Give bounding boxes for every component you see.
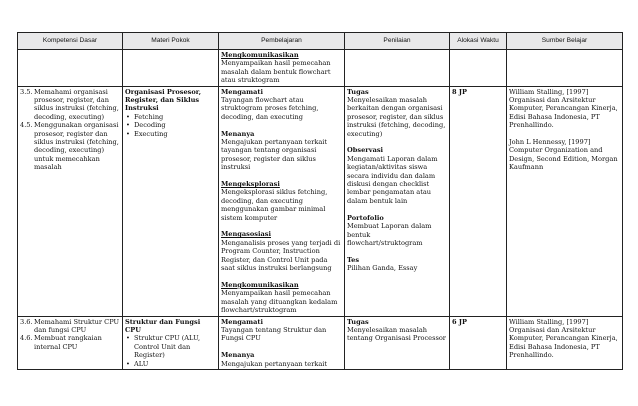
kd-list: [20, 318, 120, 352]
activity-title: Mengamati: [221, 317, 263, 326]
header-alokasi-waktu: Alokasi Waktu: [450, 33, 507, 50]
pembelajaran-cell: [219, 316, 345, 369]
syllabus-page: [17, 32, 622, 370]
assessment-text: Mengamati Laporan dalam kegiatan/aktivitas siswa secara individu dan dalam diskusi dengan checklist lembar pengamatan atau dalam bentuk lain: [347, 154, 438, 205]
assessment-title: Portofolio: [347, 213, 384, 222]
time-allocation: 8 JP: [452, 87, 467, 96]
sumber-cell: [507, 50, 623, 87]
materi-item: • Executing: [134, 130, 216, 138]
table-row: [18, 316, 623, 369]
materi-item: • ALU: [134, 360, 216, 368]
alokasi-cell: [450, 50, 507, 87]
activity-text: Menyampaikan hasil pemecahan masalah yang dituangkan kedalam flowchart/struktogram: [221, 289, 338, 315]
assessment-title: Observasi: [347, 146, 384, 155]
assessment-title: Tes: [347, 255, 360, 264]
materi-cell: [123, 86, 219, 316]
activity-title: Mengkomunikasikan: [221, 51, 299, 59]
activity-text: Menyampaikan hasil pemecahan masalah dalam bentuk flowchart atau struktogram: [221, 59, 331, 85]
alokasi-cell: [450, 316, 507, 369]
assessment-text: flowchart/struktogram: [347, 238, 423, 247]
header-sumber-belajar: Sumber Belajar: [507, 33, 623, 50]
kd-cell: [18, 50, 123, 87]
activity-title: Menanya: [221, 351, 255, 360]
kd-item: 4.5. Menggunakan organisasi prosesor, register dan siklus instruksi (fetching, decoding, executing) untuk memecahkan masalah: [20, 121, 119, 172]
activity-text: Tayangan tentang Struktur dan Fungsi CPU: [221, 325, 327, 343]
penilaian-cell: [345, 316, 450, 369]
assessment-text: Membuat Laporan dalam: [347, 222, 432, 231]
syllabus-table: [17, 32, 623, 370]
activity-title: Mengamati: [221, 87, 263, 96]
assessment-text: bentuk: [347, 230, 371, 239]
sumber-cell: [507, 86, 623, 316]
header-penilaian: Penilaian: [345, 33, 450, 50]
header-pembelajaran: Pembelajaran: [219, 33, 345, 50]
materi-item: • Struktur CPU (ALU, Control Unit dan Register): [134, 334, 216, 359]
kd-item: 3.5. Memahami organisasi prosesor, register, dan siklus instruksi (fetching, decoding, executing): [20, 87, 119, 121]
materi-title: Struktur dan Fungsi CPU: [125, 317, 201, 334]
pembelajaran-cell: [219, 86, 345, 316]
materi-cell: [123, 50, 219, 87]
sumber-cell: [507, 316, 623, 369]
table-row: [18, 50, 623, 87]
table-row: [18, 86, 623, 316]
activity-title: Menanya: [221, 129, 255, 138]
assessment-text: Pilihan Ganda, Essay: [347, 264, 418, 273]
activity-title: Mengeksplorasi: [221, 180, 280, 189]
kd-item: 3.6. Memahami Struktur CPU dan fungsi CPU: [20, 317, 120, 334]
header-kompetensi-dasar: Kompetensi Dasar: [18, 33, 123, 50]
activity-text: Mengeksplorasi siklus fetching, decoding, dan executing menggunakan gambar minimal sistem komputer: [221, 188, 328, 222]
materi-item: • Decoding: [134, 121, 216, 129]
assessment-title: Tugas: [347, 87, 369, 96]
materi-cell: [123, 316, 219, 369]
activity-text: Tayangan flowchart atau struktogram proses fetching, decoding, dan executing: [221, 96, 319, 121]
kd-list: [20, 88, 120, 172]
materi-title: Organisasi Prosesor, Register, dan Siklus Instruksi: [125, 87, 202, 113]
materi-list: [125, 113, 216, 138]
kd-cell: [18, 316, 123, 369]
penilaian-cell: [345, 50, 450, 87]
activity-text: Mengajukan pertanyaan terkait tayangan tentang organisasi prosesor, register dan siklus instruksi: [221, 138, 328, 172]
kd-cell: [18, 86, 123, 316]
assessment-text: Menyelesaikan masalah tentang Organisasi Processor: [347, 325, 446, 343]
reference-text: William Stalling, [1997] Organisasi dan Arsitektur Komputer, Perancangan Kinerja, Edisi Bahasa Indonesia, PT Prenhallindo.: [509, 317, 618, 360]
time-allocation: 6 JP: [452, 317, 467, 326]
reference-text: William Stalling, [1997] Organisasi dan Arsitektur Komputer, Perancangan Kinerja, Edisi Bahasa Indonesia, PT Prenhallindo.: [509, 87, 618, 130]
materi-item: • Fetching: [134, 113, 216, 121]
penilaian-cell: [345, 86, 450, 316]
alokasi-cell: [450, 86, 507, 316]
activity-text: Mengajukan pertanyaan terkait: [221, 359, 328, 368]
assessment-title: Tugas: [347, 317, 369, 326]
table-header-row: [18, 33, 623, 50]
activity-title: Mengkomunikasikan: [221, 280, 299, 289]
kd-item: 4.6. Membuat rangkaian internal CPU: [20, 334, 102, 351]
activity-title: Mengasosiasi: [221, 230, 271, 239]
activity-text: Menganalisis proses yang terjadi di Program Counter, Instruction Register, dan Control Unit pada saat siklus instruksi berlangsung: [221, 238, 341, 273]
assessment-text: Menyelesaikan masalah berkaitan dengan organisasi prosesor, register, dan siklus instruksi (fetching, decoding, executing): [347, 96, 446, 138]
header-materi-pokok: Materi Pokok: [123, 33, 219, 50]
reference-text: John L Hennessy, [1997] Computer Organization and Design, Second Edition, Morgan Kaufmann: [509, 138, 618, 172]
materi-list: [125, 334, 216, 368]
pembelajaran-cell: [219, 50, 345, 87]
